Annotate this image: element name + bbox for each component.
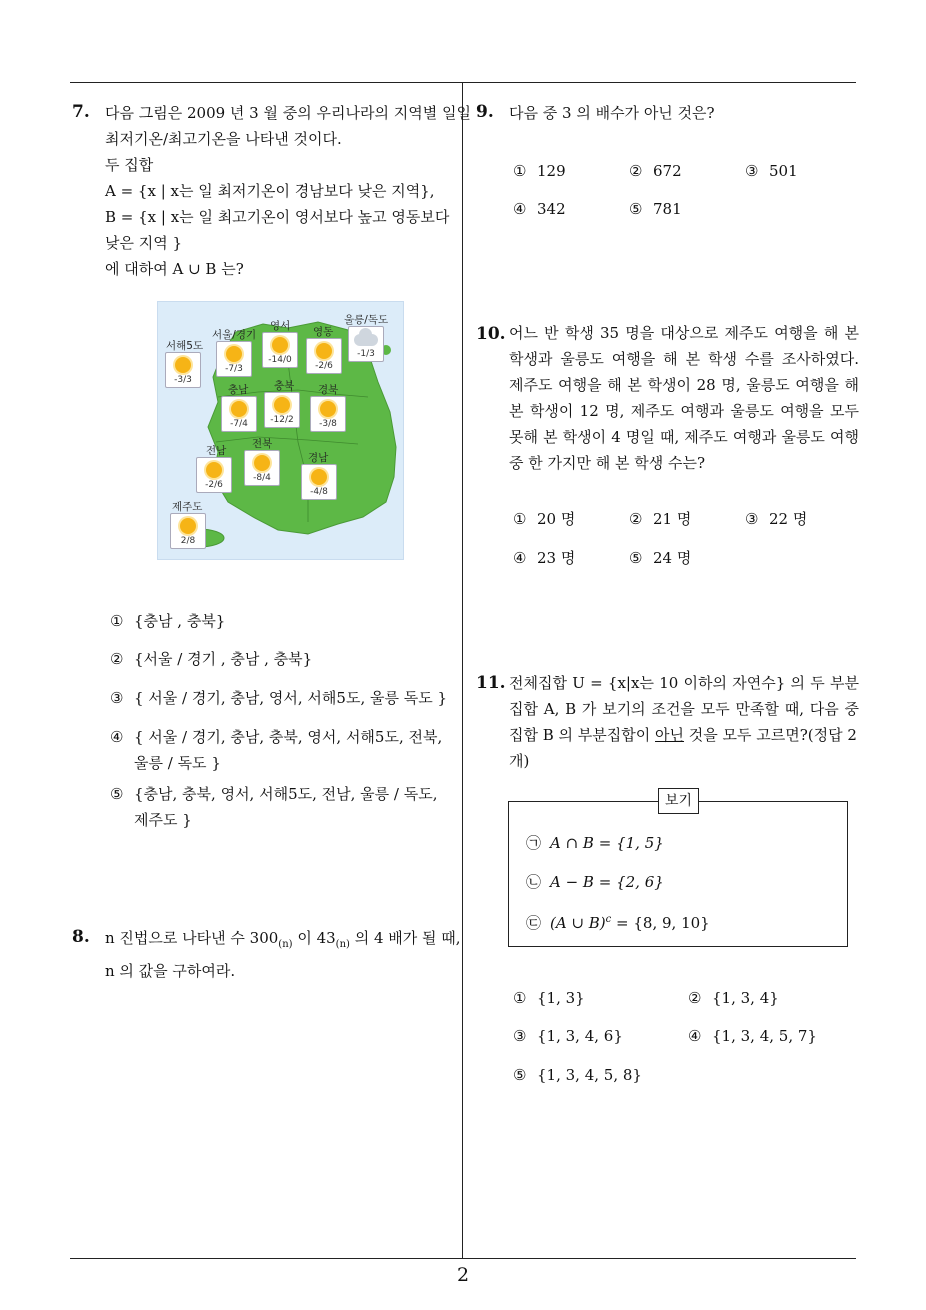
column-divider [462,82,463,1258]
option-text: {충남, 충북, 영서, 서해5도, 전남, 울릉 / 독도, [134,785,438,803]
q8-text-a: n 진법으로 나타낸 수 300 [105,929,279,947]
option-text: 129 [537,162,566,180]
q11-line-2: 집합 A, B 가 보기의 조건을 모두 만족할 때, 다음 중 [509,700,859,718]
option-text: {1, 3} [537,989,585,1007]
cloud-icon [354,334,378,346]
option-mark: ② [629,162,643,180]
bogi-mark: ㉡ [526,873,542,891]
q7-line-2: 최저기온/최고기온을 나타낸 것이다. [105,130,342,148]
region-tile-jeju [170,513,206,549]
region-temp: -3/3 [174,375,192,385]
option-text-cont: 제주도 } [134,811,192,829]
q11-line-3-b: 것을 모두 고르면?(정답 2 [684,726,857,744]
q8-text-c: 의 4 배가 될 때, [349,929,461,947]
sun-icon [175,357,191,373]
sun-icon [320,401,336,417]
bogi-item-3 [526,907,710,936]
question-8-number: 8. [72,927,90,947]
bogi-text-b: = {8, 9, 10} [611,914,710,932]
sun-icon [180,518,196,534]
q7-option-5[interactable] [110,781,455,833]
region-tile-jeonnam [196,457,232,493]
q8-line-2: n 의 값을 구하여라. [105,962,236,980]
region-label-jeonnam: 전남 [206,445,227,457]
question-8-text [105,925,461,984]
bogi-text: A ∩ B = {1, 5} [550,834,664,852]
bogi-mark: ㉠ [526,834,542,852]
q9-option-5[interactable] [629,196,682,222]
option-text: {1, 3, 4, 5, 7} [712,1027,817,1045]
sun-icon [226,346,242,362]
question-9-text: 다음 중 3 의 배수가 아닌 것은? [509,104,715,122]
q9-option-4[interactable] [513,196,566,222]
option-mark: ③ [513,1027,527,1045]
question-7-number: 7. [72,102,90,122]
region-label-chungnam: 충남 [228,384,249,396]
region-tile-chungbuk [264,392,300,428]
region-temp: -1/3 [357,349,375,359]
option-text: { 서울 / 경기, 충남, 영서, 서해5도, 울릉 독도 } [134,689,448,707]
option-text: { 서울 / 경기, 충남, 충북, 영서, 서해5도, 전북, [134,728,443,746]
bogi-item-1 [526,830,664,856]
option-text: 20 명 [537,510,576,528]
q7-line-4: A = {x | x는 일 최저기온이 경남보다 낮은 지역}, [105,182,435,200]
region-label-gyeongnam: 경남 [308,452,329,464]
q7-line-7: 에 대하여 A ∪ B 는? [105,260,244,278]
q7-line-3: 두 집합 [105,156,154,174]
region-temp: -2/6 [315,361,333,371]
option-mark: ④ [513,549,527,567]
option-text: 672 [653,162,682,180]
q8-sub-1: (n) [278,939,293,950]
region-label-yeongdong: 영동 [313,326,334,338]
option-mark: ① [513,510,527,528]
q10-line-4: 본 학생이 12 명, 제주도 여행과 울릉도 여행을 모두 [509,402,859,420]
option-text: {1, 3, 4} [712,989,779,1007]
question-10-text [509,320,859,476]
option-text: 24 명 [653,549,692,567]
region-label-chungbuk: 충북 [274,380,295,392]
option-text: 342 [537,200,566,218]
q11-line-3-a: 집합 B 의 부분집합이 [509,726,656,744]
region-tile-yeongseo [262,332,298,368]
region-tile-ulleung-dokdo [348,326,384,362]
sun-icon [272,337,288,353]
q10-option-3[interactable] [745,506,807,532]
option-text: 501 [769,162,798,180]
option-text: 22 명 [769,510,808,528]
q11-option-5[interactable] [513,1062,642,1088]
q11-underlined-word: 아닌 [655,726,685,744]
q10-line-3: 제주도 여행을 해 본 학생이 28 명, 울릉도 여행을 해 [509,376,859,394]
option-mark: ⑤ [513,1066,527,1084]
q7-option-4[interactable] [110,724,455,776]
region-label-seohae5do: 서해5도 [166,340,204,352]
bogi-title: 보기 [658,788,699,814]
q10-line-1: 어느 반 학생 35 명을 대상으로 제주도 여행을 해 본 [509,324,859,342]
q11-line-1: 전체집합 U = {x|x는 10 이하의 자연수} 의 두 부분 [509,674,859,692]
question-9-number: 9. [476,102,494,122]
region-temp: -14/0 [268,355,292,365]
option-mark: ④ [513,200,527,218]
q11-line-4: 개) [509,752,530,770]
option-mark: ② [110,650,124,668]
bogi-mark: ㉢ [526,914,542,932]
q8-text-b: 이 43 [292,929,336,947]
bogi-text: A − B = {2, 6} [550,873,664,891]
option-text: 781 [653,200,682,218]
region-label-ulleung-dokdo: 울릉/독도 [344,314,389,326]
q10-option-5[interactable] [629,545,691,571]
option-text-cont: 울릉 / 독도 } [134,754,221,772]
q7-line-5: B = {x | x는 일 최고기온이 영서보다 높고 영동보다 [105,208,450,226]
weather-map [157,301,404,560]
option-text: {1, 3, 4, 5, 8} [537,1066,642,1084]
option-mark: ② [629,510,643,528]
q7-line-6: 낮은 지역 } [105,234,183,252]
q7-line-1: 다음 그림은 2009 년 3 월 중의 우리나라의 지역별 일일 [105,104,471,122]
q10-line-5: 못해 본 학생이 4 명일 때, 제주도 여행과 울릉도 여행 [509,428,859,446]
q11-option-2[interactable] [688,985,779,1011]
question-11-text [509,670,859,774]
q9-option-1[interactable] [513,158,566,184]
sun-icon [206,462,222,478]
region-temp: -3/8 [319,419,337,429]
q10-line-6: 중 한 가지만 해 본 학생 수는? [509,454,706,472]
region-temp: -7/4 [230,419,248,429]
option-mark: ⑤ [110,785,124,803]
bogi-text-a: (A ∪ B) [550,914,606,932]
region-temp: -8/4 [253,473,271,483]
region-tile-seohae5do [165,352,201,388]
option-text: 21 명 [653,510,692,528]
option-text: {충남 , 충북} [134,612,226,630]
region-tile-gyeongbuk [310,396,346,432]
sun-icon [274,397,290,413]
q7-option-3[interactable] [110,685,447,711]
region-label-jeonbuk: 전북 [252,438,273,450]
option-mark: ③ [745,510,759,528]
region-label-yeongseo: 영서 [270,320,291,332]
region-label-jeju: 제주도 [172,501,203,513]
option-mark: ⑤ [629,549,643,567]
q9-option-2[interactable] [629,158,682,184]
q10-option-4[interactable] [513,545,575,571]
option-text: 23 명 [537,549,576,567]
page-number: 2 [456,1264,470,1286]
q11-option-4[interactable] [688,1023,817,1049]
region-tile-chungnam [221,396,257,432]
q7-option-1[interactable] [110,608,225,634]
region-tile-jeonbuk [244,450,280,486]
option-mark: ④ [688,1027,702,1045]
option-mark: ⑤ [629,200,643,218]
sun-icon [316,343,332,359]
q7-option-2[interactable] [110,646,312,672]
region-temp: -7/3 [225,364,243,374]
option-mark: ④ [110,728,124,746]
option-mark: ① [513,989,527,1007]
bottom-rule [70,1258,856,1259]
region-label-seoul-gyeonggi: 서울/경기 [212,329,257,341]
question-7-text [105,100,471,282]
sun-icon [254,455,270,471]
q8-sub-2: (n) [335,939,350,950]
option-mark: ③ [110,689,124,707]
bogi-item-2 [526,869,664,895]
option-text: {1, 3, 4, 6} [537,1027,623,1045]
question-10-number: 10. [476,324,506,344]
region-temp: -2/6 [205,480,223,490]
option-mark: ① [513,162,527,180]
q10-option-1[interactable] [513,506,575,532]
region-label-gyeongbuk: 경북 [318,384,339,396]
q9-option-3[interactable] [745,158,798,184]
sun-icon [311,469,327,485]
q11-option-1[interactable] [513,985,585,1011]
q11-option-3[interactable] [513,1023,623,1049]
bogi-sup: c [605,914,612,925]
region-temp: -12/2 [270,415,294,425]
option-mark: ① [110,612,124,630]
region-temp: -4/8 [310,487,328,497]
q10-option-2[interactable] [629,506,691,532]
sun-icon [231,401,247,417]
region-tile-seoul-gyeonggi [216,341,252,377]
top-rule [70,82,856,83]
option-mark: ③ [745,162,759,180]
region-tile-gyeongnam [301,464,337,500]
region-tile-yeongdong [306,338,342,374]
option-text: {서울 / 경기 , 충남 , 충북} [134,650,313,668]
option-mark: ② [688,989,702,1007]
region-temp: 2/8 [180,536,196,546]
question-11-number: 11. [476,673,506,693]
q10-line-2: 학생과 울릉도 여행을 해 본 학생 수를 조사하였다. [509,350,859,368]
